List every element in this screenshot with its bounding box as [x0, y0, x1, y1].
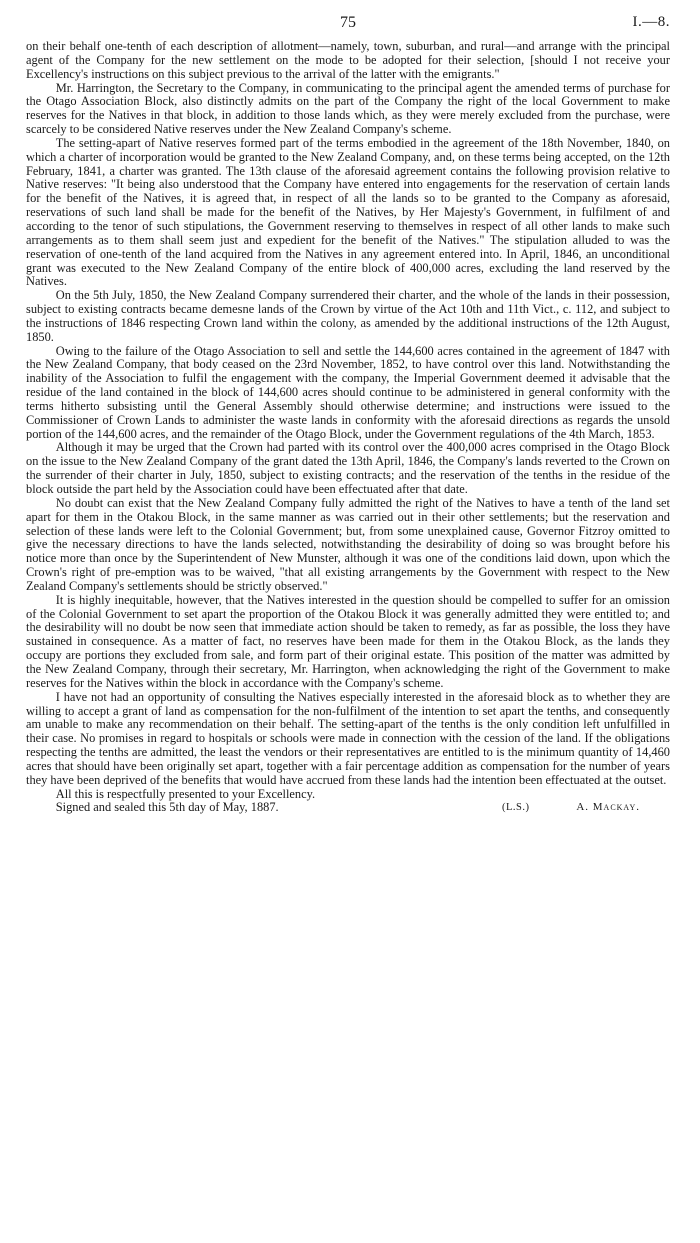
paragraph: Mr. Harrington, the Secretary to the Company, in communicating to the principal agent the amended terms of purchase for the Otago Association Block, also distinctly admits on the part of the Company the right of the local Government to make reserves for the Natives in that block, in addition to those lands which, as they were merely excluded from the purchase, were scarcely to be considered Native reserves under the New Zealand Company's scheme. [26, 80, 670, 137]
document-body [26, 40, 670, 815]
paragraph: on their behalf one-tenth of each description of allotment—namely, town, suburban, and rural—and arrange with the principal agent of the Company for the new settlement on the mode to be adopted for their selection, [should I not receive your Excellency's instructions on this subject previous to the arrival of the latter with the emigrants." [26, 39, 670, 81]
page-number: 75 [340, 14, 356, 31]
signature-text: Signed and sealed this 5th day of May, 1887. [55, 800, 279, 815]
signer-name: A. Mackay. [576, 801, 640, 814]
signature-line [26, 801, 670, 815]
page-header [26, 14, 670, 38]
paragraph: Although it may be urged that the Crown had parted with its control over the 400,000 acres comprised in the Otago Block on the issue to the New Zealand Company of the grant dated the 13th April, 1846, the Company's lands reverted to the Crown on the surrender of their charter in July, 1850, subject to existing contracts; and the reservation of the tenths in the residue of the block outside the part held by the Association could have been effectuated after that date. [26, 440, 670, 496]
paragraph: On the 5th July, 1850, the New Zealand Company surrendered their charter, and the whole of the lands in their possession, subject to existing contracts became demesne lands of the Crown by virtue of the Act 10th and 11th Vict., c. 112, and subject to the instructions of 1846 respecting Crown land within the colony, as amended by the additional instructions of the 12th August, 1850. [26, 288, 670, 344]
paragraph: The setting-apart of Native reserves formed part of the terms embodied in the agreement of the 18th November, 1840, on which a charter of incorporation would be granted to the New Zealand Company, and, on these terms being accepted, on the 12th February, 1841, a charter was granted. The 13th clause of the aforesaid agreement contains the following provision relative to Native reserves: "It being also understood that the Company have entered into engagements for the reservation of certain lands for the benefit of the Natives, it is agreed that, in respect of all the lands so to be granted to the Company as aforesaid, reservations of such land shall be made for the benefit of the Natives, by Her Majesty's Government, in fulfilment of and according to the tenor of such stipulations, the Government reserving to themselves in respect of all other lands to make such arrangements as to them shall seem just and expedient for the benefit of the Natives." The stipulation alluded to was the reservation of one-tenth of the land acquired from the Natives in any agreement entered into. In April, 1846, an unconditional grant was executed to the New Zealand Company of the entire block of 400,000 acres, excluding the land reserved by the Natives. [26, 135, 670, 289]
paragraph: No doubt can exist that the New Zealand Company fully admitted the right of the Natives to have a tenth of the land set apart for them in the Otakou Block, in the same manner as was carried out in their other settlements; but the reservation and selection of these lands were left to the Colonial Government; but, from some unexplained cause, Governor Fitzroy omitted to give the necessary directions to have the lands selected, notwithstanding the desirability of doing so was brought before his notice more than once by the Superintendent of New Munster, although it was one of the conditions laid down, upon which the Crown's right of pre-emption was to be waived, "that all existing arrangements by the Government with respect to the New Zealand Company's settlements should be strictly observed." [26, 495, 670, 593]
paragraph: I have not had an opportunity of consulting the Natives especially interested in the aforesaid block as to whether they are willing to accept a grant of land as compensation for the non-fulfilment of the intention to set apart the tenths, and consequently am unable to make any recommendation on their behalf. The setting-apart of the tenths is the only condition left unfulfilled in their case. No promises in regard to hospitals or schools were made in connection with the cession of the land. If the obligations respecting the tenths are admitted, the least the vendors or their representatives are entitled to is the minimum quantity of 14,460 acres that should have been originally set apart, together with a fair percentage addition as compensation for the number of years they have been deprived of the benefits that would have accrued from these lands had the intention been effectuated at the outset. [26, 689, 670, 787]
paragraph: All this is respectfully presented to your Excellency. [55, 786, 316, 801]
paragraph: It is highly inequitable, however, that the Natives interested in the question should be compelled to suffer for an omission of the Colonial Government to set apart the proportion of the Otakou Block it was generally admitted they were entitled to; and the desirability will no doubt be now seen that immediate action should be taken to remedy, as far as possible, the loss they have sustained in consequence. As a matter of fact, no reserves have been made for them in the Otakou Block, as the lands they occupy are portions they excluded from sale, and form part of their original estate. This position of the matter was admitted by the New Zealand Company, through their secretary, Mr. Harrington, when acknowledging the right of the Government to make reserves for the Natives within the block in accordance with the Company's scheme. [26, 592, 670, 690]
document-reference: I.—8. [632, 14, 670, 30]
paragraph: Owing to the failure of the Otago Association to sell and settle the 144,600 acres contained in the agreement of 1847 with the New Zealand Company, that body ceased on the 23rd November, 1852, to have control over this land. Notwithstanding the inability of the Association to fulfil the engagement with the company, the Imperial Government deemed it advisable that the residue of the land contained in the block of 144,600 acres should continue to be administered in general conformity with the terms hitherto subsisting until the General Assembly should otherwise determine; and instructions were issued to the Commissioner of Crown Lands to administer the waste lands in conformity with the aforesaid directions as regards the unsold portion of the 144,600 acres, and the remainder of the Otago Block, under the Government regulations of the 4th March, 1853. [26, 343, 670, 441]
seal-mark: (L.S.) [502, 802, 530, 814]
